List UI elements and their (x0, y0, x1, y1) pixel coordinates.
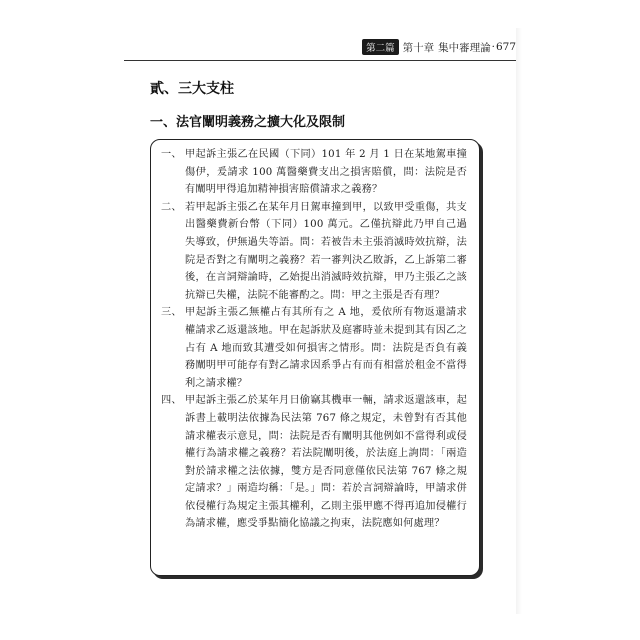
case-box (150, 139, 480, 576)
case-number: 四、 (161, 395, 182, 407)
case-item (161, 199, 467, 305)
case-item (161, 392, 467, 533)
case-number: 二、 (161, 201, 182, 213)
case-item (161, 304, 467, 392)
case-text: 甲起訴主張乙於某年月日偷竊其機車一輛，請求返還該車，起訴書上載明法依據為民法第 767 條之規定，未曾對有否其他請求權表示意見，問：法院是否有闡明其他例如不當得利或侵權行為請求權之義務？若法院闡明後，於法庭上詢問：「兩造對於請求權之法依據，雙方是否同意僅依民法第 767 條之規定請求？」兩造均稱：「是。」問：若於言詞辯論時，甲請求併依侵權行為規定主張其權利，乙則主張甲應不得再追加侵權行為請求權，應受爭點簡化協議之拘束，法院應如何處理？ (185, 395, 467, 530)
case-text: 甲起訴主張乙在民國（下同）101 年 2 月 1 日在某地駕車撞傷伊，爰請求 100 萬醫藥費支出之損害賠償，問：法院是否有闡明甲得追加精神損害賠償請求之義務？ (185, 149, 467, 196)
separator: · (491, 41, 495, 53)
page-number: 677 (495, 41, 516, 53)
page-edge-shadow (516, 28, 522, 614)
running-head (362, 38, 516, 56)
header-rule (124, 60, 516, 61)
subsection-title: 一、法官闡明義務之擴大化及限制 (150, 115, 346, 130)
part-badge: 第二篇 (362, 39, 399, 55)
case-number: 一、 (161, 149, 182, 160)
case-number: 三、 (161, 307, 182, 319)
book-page (124, 28, 516, 614)
case-text: 甲起訴主張乙無權占有其所有之 A 地，爰依所有物返還請求權請求乙返還該地。甲在起訴狀及庭審時並未提到其有因乙之占有 A 地而致其遭受如何損害之情形。問：法院是否負有義務闡明甲可能存有對乙請求因系爭占有而有相當於租金不當得利之請求權？ (185, 307, 467, 389)
case-text: 若甲起訴主張乙在某年月日駕車撞到甲，以致甲受重傷，共支出醫藥費新台幣（下同）100 萬元。乙僅抗辯此乃甲自己過失導致，伊無過失等語。問：若被告未主張消滅時效抗辯，法院是否對之有闡明之義務？若一審判決乙敗訴，乙上訴第二審後，在言詞辯論時，乙始提出消滅時效抗辯，甲乃主張乙之該抗辯已失權，法院不能審酌之。問：甲之主張是否有理？ (185, 201, 467, 301)
chapter-title: 集中審理論 (438, 41, 491, 54)
section-title: 貳、三大支柱 (150, 81, 234, 97)
case-item (161, 146, 467, 199)
chapter-label: 第十章 (402, 41, 435, 54)
